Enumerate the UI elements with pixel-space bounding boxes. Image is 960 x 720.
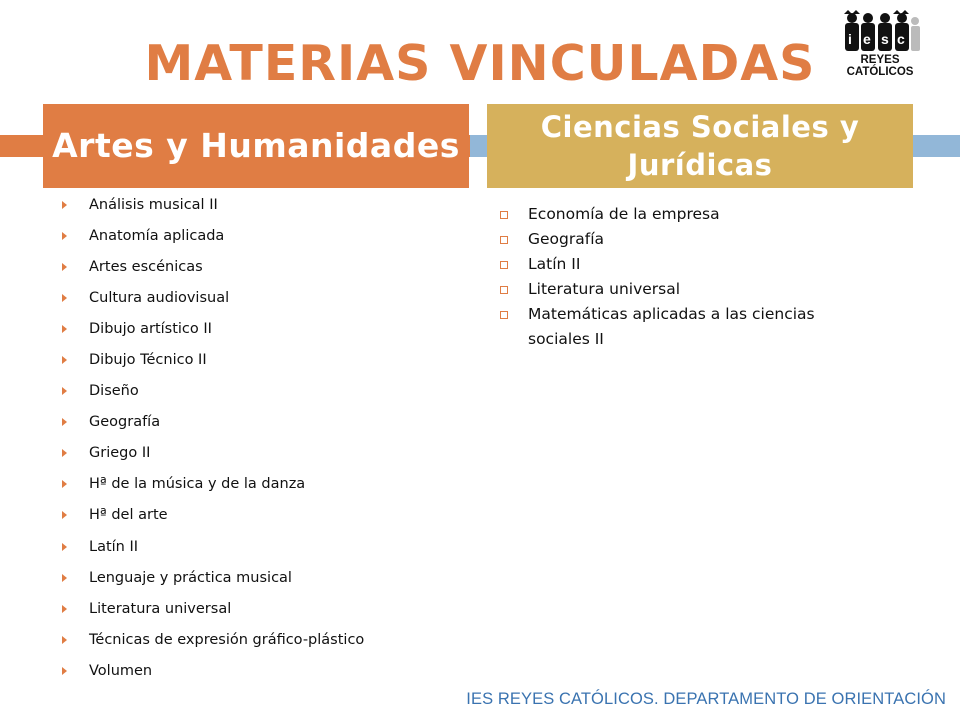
triangle-bullet-icon [62,449,67,457]
square-bullet-icon [500,261,508,269]
triangle-bullet-icon [62,325,67,333]
footer-text: IES REYES CATÓLICOS. DEPARTAMENTO DE ORIENTACIÓN [466,690,946,708]
triangle-bullet-icon [62,543,67,551]
svg-text:i: i [848,31,852,47]
artes-humanidades-list [62,189,364,687]
list-item: Griego II [62,438,364,469]
triangle-bullet-icon [62,511,67,519]
square-bullet-icon [500,236,508,244]
svg-text:s: s [881,31,889,47]
list-item: Hª de la música y de la danza [62,469,364,500]
triangle-bullet-icon [62,263,67,271]
square-bullet-icon [500,286,508,294]
list-item: Análisis musical II [62,189,364,220]
list-item: Dibujo artístico II [62,313,364,344]
square-bullet-icon [500,211,508,219]
ciencias-sociales-header-label: Ciencias Sociales y Jurídicas [540,110,860,182]
list-item: Diseño [62,376,364,407]
list-item: Lenguaje y práctica musical [62,562,364,593]
list-item: Literatura universal [62,593,364,624]
list-item: Dibujo Técnico II [62,344,364,375]
svg-text:c: c [897,31,905,47]
artes-humanidades-header: Artes y Humanidades [43,104,469,188]
triangle-bullet-icon [62,294,67,302]
triangle-bullet-icon [62,574,67,582]
triangle-bullet-icon [62,387,67,395]
logo-figures-icon [830,10,930,54]
triangle-bullet-icon [62,605,67,613]
ciencias-sociales-header [487,104,913,188]
list-item: Economía de la empresa [500,202,870,227]
list-item: Literatura universal [500,277,870,302]
triangle-bullet-icon [62,356,67,364]
school-logo [830,10,930,78]
triangle-bullet-icon [62,480,67,488]
list-item: Latín II [62,531,364,562]
list-item: Cultura audiovisual [62,282,364,313]
list-item: Geografía [500,227,870,252]
svg-text:e: e [863,31,871,47]
list-item: Volumen [62,655,364,686]
ciencias-sociales-list [500,202,870,352]
list-item: Matemáticas aplicadas a las ciencias sociales II [500,302,870,352]
logo-label: REYES CATÓLICOS [846,54,914,78]
triangle-bullet-icon [62,201,67,209]
list-item: Anatomía aplicada [62,220,364,251]
list-item: Hª del arte [62,500,364,531]
list-item: Geografía [62,407,364,438]
list-item: Técnicas de expresión gráfico-plástico [62,624,364,655]
triangle-bullet-icon [62,636,67,644]
triangle-bullet-icon [62,418,67,426]
square-bullet-icon [500,311,508,319]
list-item: Latín II [500,252,870,277]
list-item: Artes escénicas [62,251,364,282]
slide-title: MATERIAS VINCULADAS [144,35,816,92]
triangle-bullet-icon [62,232,67,240]
triangle-bullet-icon [62,667,67,675]
